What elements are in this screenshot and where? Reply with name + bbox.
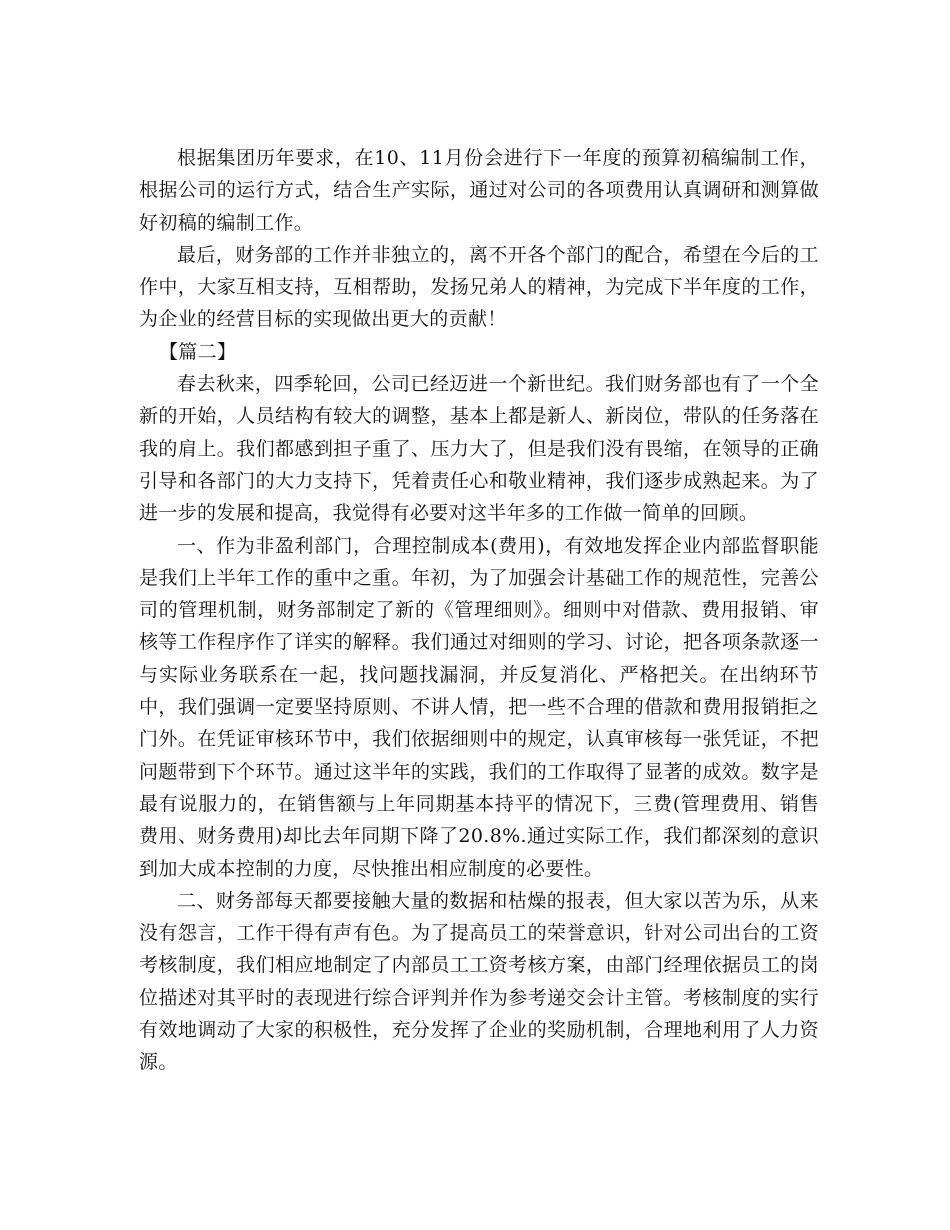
paragraph-budget-draft: 根据集团历年要求，在10、11月份会进行下一年度的预算初稿编制工作，根据公司的运行方式，结合生产实际，通过对公司的各项费用认真调研和测算做好初稿的编制工作。 [139,147,819,234]
paragraph-closing: 最后，财务部的工作并非独立的，离不开各个部门的配合，希望在今后的工作中，大家互相支持，互相帮助，发扬兄弟人的精神，为完成下半年度的工作，为企业的经营目标的实现做出更大的贡献！ [139,243,819,331]
paragraph-intro: 春去秋来，四季轮回，公司已经迈进一个新世纪。我们财务部也有了一个全新的开始，人员结构有较大的调整，基本上都是新人、新岗位，带队的任务落在我的肩上。我们都感到担子重了、压力大了，但是我们没有畏缩，在领导的正确引导和各部门的大力支持下，凭着责任心和敬业精神，我们逐步成熟起来。为了进一步的发展和提高，我觉得有必要对这半年多的工作做一简单的回顾。 [139,373,819,525]
section-heading: 【篇二】 [158,340,237,363]
paragraph-staff-assessment: 二、财务部每天都要接触大量的数据和枯燥的报表，但大家以苦为乐，从来没有怨言，工作干得有声有色。为了提高员工的荣誉意识，针对公司出台的工资考核制度，我们相应地制定了内部员工工资考核方案，由部门经理依据员工的岗位描述对其平时的表现进行综合评判并作为参考递交会计主管。考核制度的实行有效地调动了大家的积极性，充分发挥了企业的奖励机制，合理地利用了人力资源。 [139,889,819,1074]
paragraph-cost-control: 一、作为非盈利部门，合理控制成本(费用)，有效地发挥企业内部监督职能是我们上半年工作的重中之重。年初，为了加强会计基础工作的规范性，完善公司的管理机制，财务部制定了新的《管理细则》。细则中对借款、费用报销、审核等工作程序作了详实的解释。我们通过对细则的学习、讨论，把各项条款逐一与实际业务联系在一起，找问题找漏洞，并反复消化、严格把关。在出纳环节中，我们强调一定要坚持原则、不讲人情，把一些不合理的借款和费用报销拒之门外。在凭证审核环节中，我们依据细则中的规定，认真审核每一张凭证，不把问题带到下个环节。通过这半年的实践，我们的工作取得了显著的成效。数字是最有说服力的，在销售额与上年同期基本持平的情况下，三费(管理费用、销售费用、财务费用)却比去年同期下降了20.8%.通过实际工作，我们都深刻的意识到加大成本控制的力度，尽快推出相应制度的必要性。 [139,534,819,880]
document-body [139,142,819,1079]
